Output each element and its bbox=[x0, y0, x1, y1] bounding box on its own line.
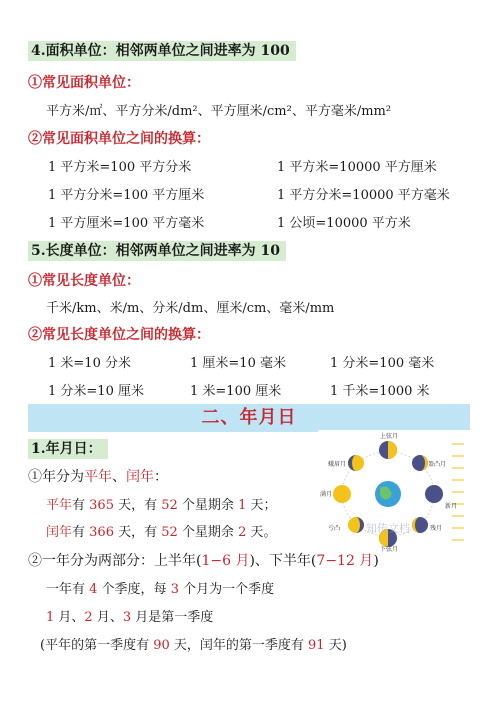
area-heading: 4.面积单位：相邻两单位之间进率为 100 bbox=[28, 41, 296, 61]
length-common-units: 千米/km、米/m、分米/dm、厘米/cm、毫米/mm bbox=[46, 301, 335, 316]
new-moon bbox=[425, 485, 443, 503]
label-left: 蛾眉月 bbox=[328, 461, 347, 468]
length-conv-1: 1 米=10 分米 bbox=[48, 356, 131, 371]
area-conv-title: ②常见面积单位之间的换算： bbox=[28, 131, 210, 147]
first-quarter-line: 1 月、2 月、3 月是第一季度 bbox=[46, 610, 214, 625]
length-conv-3: 1 分米=100 毫米 bbox=[330, 356, 435, 371]
length-conv-6: 1 千米=1000 米 bbox=[330, 384, 430, 399]
quarters-line: 一年有 4 个季度，每 3 个月为一个季度 bbox=[46, 582, 275, 597]
area-common-units: 平方米/㎡、平方分米/dm²、平方厘米/cm²、平方毫米/mm² bbox=[46, 104, 392, 119]
waning-gibbous-moon bbox=[348, 517, 364, 533]
area-conv-1: 1 平方米=100 平方分米 bbox=[48, 160, 192, 175]
area-conv-3: 1 平方分米=100 平方厘米 bbox=[48, 188, 205, 203]
moon-phase-diagram bbox=[318, 430, 470, 552]
label-right: 盈凸月 bbox=[428, 461, 447, 468]
length-conv-5: 1 米=100 厘米 bbox=[190, 384, 282, 399]
label-lower-right: 残月 bbox=[430, 525, 443, 532]
year-kinds-line: ①年分为平年、闰年： bbox=[28, 469, 168, 485]
moon-phase-svg bbox=[318, 430, 470, 552]
full-moon bbox=[333, 485, 351, 503]
common-year-line: 平年有 365 天，有 52 个星期余 1 天； bbox=[46, 498, 277, 513]
halves-line: ②一年分为两部分：上半年(1−6 月)、下半年(7−12 月) bbox=[28, 553, 379, 569]
area-conv-4: 1 平方分米=10000 平方毫米 bbox=[277, 188, 450, 203]
label-top: 上弦月 bbox=[380, 433, 399, 440]
first-quarter-note: (平年的第一季度有 90 天，闰年的第一季度有 91 天) bbox=[40, 638, 347, 653]
length-conv-4: 1 分米=10 厘米 bbox=[48, 384, 144, 399]
leap-year-line: 闰年有 366 天，有 52 个星期余 2 天。 bbox=[46, 525, 277, 540]
length-conv-2: 1 厘米=10 毫米 bbox=[190, 356, 286, 371]
area-conv-5: 1 平方厘米=100 平方毫米 bbox=[48, 216, 205, 231]
section-banner: 二、年月日 bbox=[28, 404, 470, 432]
label-full: 满月 bbox=[320, 491, 333, 498]
length-conv-title: ②常见长度单位之间的换算： bbox=[28, 327, 210, 343]
waning-crescent-moon bbox=[412, 517, 428, 533]
first-quarter-moon bbox=[379, 441, 397, 459]
waxing-crescent-moon bbox=[412, 455, 428, 471]
area-common-title: ①常见面积单位： bbox=[28, 75, 140, 91]
leap-year-term: 闰年 bbox=[126, 469, 154, 485]
length-heading: 5.长度单位：相邻两单位之间进率为 10 bbox=[28, 241, 286, 261]
ymd-heading: 1.年月日： bbox=[28, 439, 108, 459]
label-bottom: 下弦月 bbox=[380, 546, 399, 552]
watermark: 知传文档 bbox=[366, 522, 410, 535]
area-conv-2: 1 平方米=10000 平方厘米 bbox=[277, 160, 437, 175]
label-lower-left: 亏凸 bbox=[328, 525, 341, 532]
waxing-gibbous-moon bbox=[348, 455, 364, 471]
length-common-title: ①常见长度单位： bbox=[28, 273, 140, 289]
common-year-term: 平年 bbox=[84, 469, 112, 485]
label-new: 新月 bbox=[445, 503, 458, 510]
area-conv-6: 1 公顷=10000 平方米 bbox=[277, 216, 411, 231]
